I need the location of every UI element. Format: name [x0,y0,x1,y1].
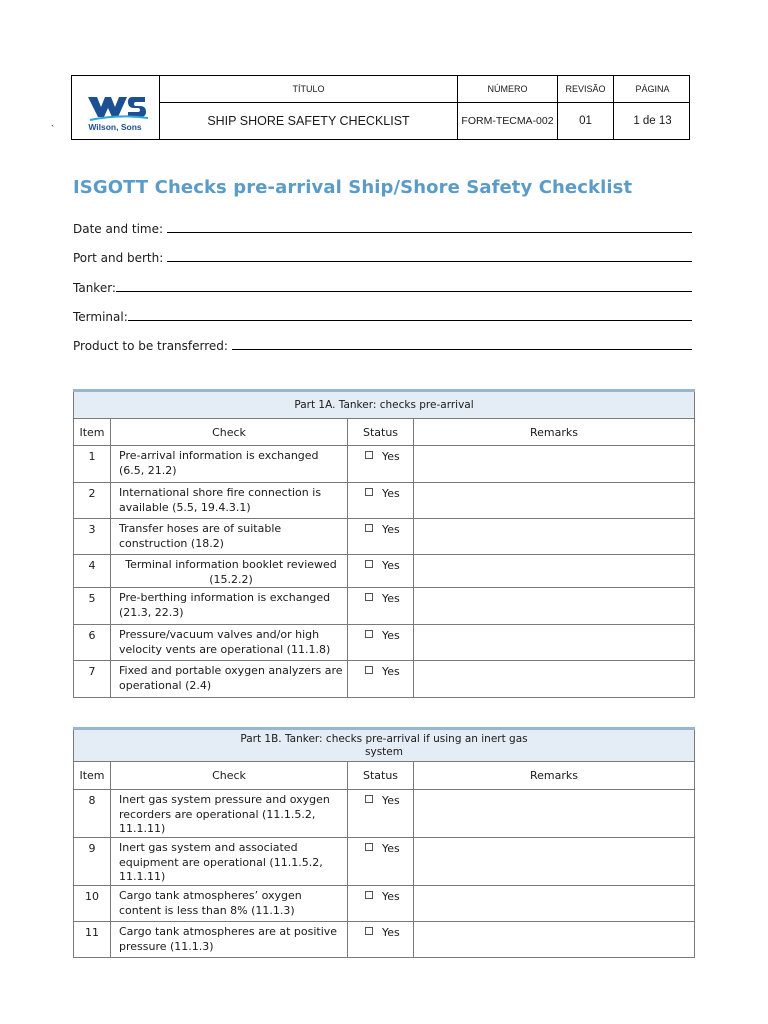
terminal-field[interactable] [73,306,692,324]
remarks-cell[interactable] [414,838,695,886]
table-row [74,922,695,958]
item-number: 9 [74,838,111,886]
checkbox-icon[interactable] [365,927,373,935]
remarks-cell[interactable] [414,588,695,625]
check-text: Inert gas system and associated equipment are operational (11.1.5.2, 11.1.11) [111,838,348,886]
status-yes: Yes [382,559,400,572]
col-remarks: Remarks [414,762,695,790]
check-text: Cargo tank atmospheres are at positive pressure (11.1.3) [111,922,348,958]
product-label: Product to be transferred: [73,339,228,353]
item-number: 3 [74,519,111,555]
date-time-field[interactable] [73,218,692,236]
tanker-label: Tanker: [73,281,116,295]
status-cell[interactable] [348,588,414,625]
col-check: Check [111,419,348,446]
status-yes: Yes [382,842,400,855]
remarks-cell[interactable] [414,886,695,922]
check-text: Pressure/vacuum valves and/or high velocity vents are operational (11.1.8) [111,625,348,661]
revisao-label: REVISÃO [565,84,606,94]
status-yes: Yes [382,629,400,642]
status-cell[interactable] [348,838,414,886]
checkbox-icon[interactable] [365,560,373,568]
part1a-table [73,389,695,698]
numero-label: NÚMERO [487,84,528,94]
item-number: 5 [74,588,111,625]
table-row [74,519,695,555]
checkbox-icon[interactable] [365,795,373,803]
col-status: Status [348,419,414,446]
form-number: FORM-TECMA-002 [461,115,554,127]
form-title: SHIP SHORE SAFETY CHECKLIST [207,114,410,128]
port-berth-label: Port and berth: [73,251,164,265]
check-text: Pre-berthing information is exchanged (21.3, 22.3) [111,588,348,625]
checkbox-icon[interactable] [365,843,373,851]
form-revision: 01 [579,115,592,127]
remarks-cell[interactable] [414,922,695,958]
item-number: 2 [74,483,111,519]
status-yes: Yes [382,794,400,807]
item-number: 4 [74,555,111,588]
item-number: 8 [74,790,111,838]
check-text: Inert gas system pressure and oxygen recorders are operational (11.1.5.2, 11.1.11) [111,790,348,838]
remarks-cell[interactable] [414,483,695,519]
checkbox-icon[interactable] [365,488,373,496]
remarks-cell[interactable] [414,790,695,838]
remarks-cell[interactable] [414,555,695,588]
col-check: Check [111,762,348,790]
date-time-label: Date and time: [73,222,164,236]
remarks-cell[interactable] [414,446,695,483]
page-number: 1 de 13 [633,115,672,127]
product-field[interactable] [73,335,692,353]
status-yes: Yes [382,890,400,903]
status-yes: Yes [382,487,400,500]
table-row [74,446,695,483]
item-number: 7 [74,661,111,698]
table-row [74,625,695,661]
status-yes: Yes [382,450,400,463]
table-row [74,483,695,519]
status-cell[interactable] [348,790,414,838]
check-text: Fixed and portable oxygen analyzers are operational (2.4) [111,661,348,698]
document-header [71,75,690,140]
part1b-table [73,727,695,958]
status-cell[interactable] [348,446,414,483]
status-cell[interactable] [348,555,414,588]
status-cell[interactable] [348,922,414,958]
checkbox-icon[interactable] [365,891,373,899]
check-text: Transfer hoses are of suitable construction (18.2) [111,519,348,555]
remarks-cell[interactable] [414,625,695,661]
part1a-title: Part 1A. Tanker: checks pre-arrival [74,391,695,419]
wilson-sons-logo [72,76,159,139]
check-text: Terminal information booklet reviewed (15.2.2) [111,555,348,588]
status-yes: Yes [382,926,400,939]
table-row [74,886,695,922]
col-item: Item [74,762,111,790]
table-row [74,838,695,886]
table-row [74,588,695,625]
col-item: Item [74,419,111,446]
stray-mark: ` [51,124,54,134]
item-number: 11 [74,922,111,958]
document-title: ISGOTT Checks pre-arrival Ship/Shore Safety Checklist [73,177,633,198]
table-row [74,661,695,698]
check-text: Cargo tank atmospheres’ oxygen content is less than 8% (11.1.3) [111,886,348,922]
terminal-label: Terminal: [73,310,128,324]
col-status: Status [348,762,414,790]
item-number: 10 [74,886,111,922]
table-row [74,555,695,588]
check-text: Pre-arrival information is exchanged (6.5, 21.2) [111,446,348,483]
col-remarks: Remarks [414,419,695,446]
remarks-cell[interactable] [414,519,695,555]
titulo-label: TÍTULO [292,84,325,94]
logo-text: Wilson, Sons [88,122,142,132]
checkbox-icon[interactable] [365,630,373,638]
checkbox-icon[interactable] [365,666,373,674]
part1b-title: Part 1B. Tanker: checks pre-arrival if using an inert gas system [74,729,695,762]
item-number: 1 [74,446,111,483]
checkbox-icon[interactable] [365,524,373,532]
table-row [74,790,695,838]
item-number: 6 [74,625,111,661]
tanker-field[interactable] [73,277,692,295]
status-yes: Yes [382,665,400,678]
port-berth-field[interactable] [73,247,692,265]
status-yes: Yes [382,592,400,605]
remarks-cell[interactable] [414,661,695,698]
check-text: International shore fire connection is available (5.5, 19.4.3.1) [111,483,348,519]
status-yes: Yes [382,523,400,536]
checkbox-icon[interactable] [365,593,373,601]
status-cell[interactable] [348,886,414,922]
pagina-label: PÁGINA [635,84,670,94]
status-cell[interactable] [348,519,414,555]
status-cell[interactable] [348,625,414,661]
status-cell[interactable] [348,661,414,698]
status-cell[interactable] [348,483,414,519]
checkbox-icon[interactable] [365,451,373,459]
